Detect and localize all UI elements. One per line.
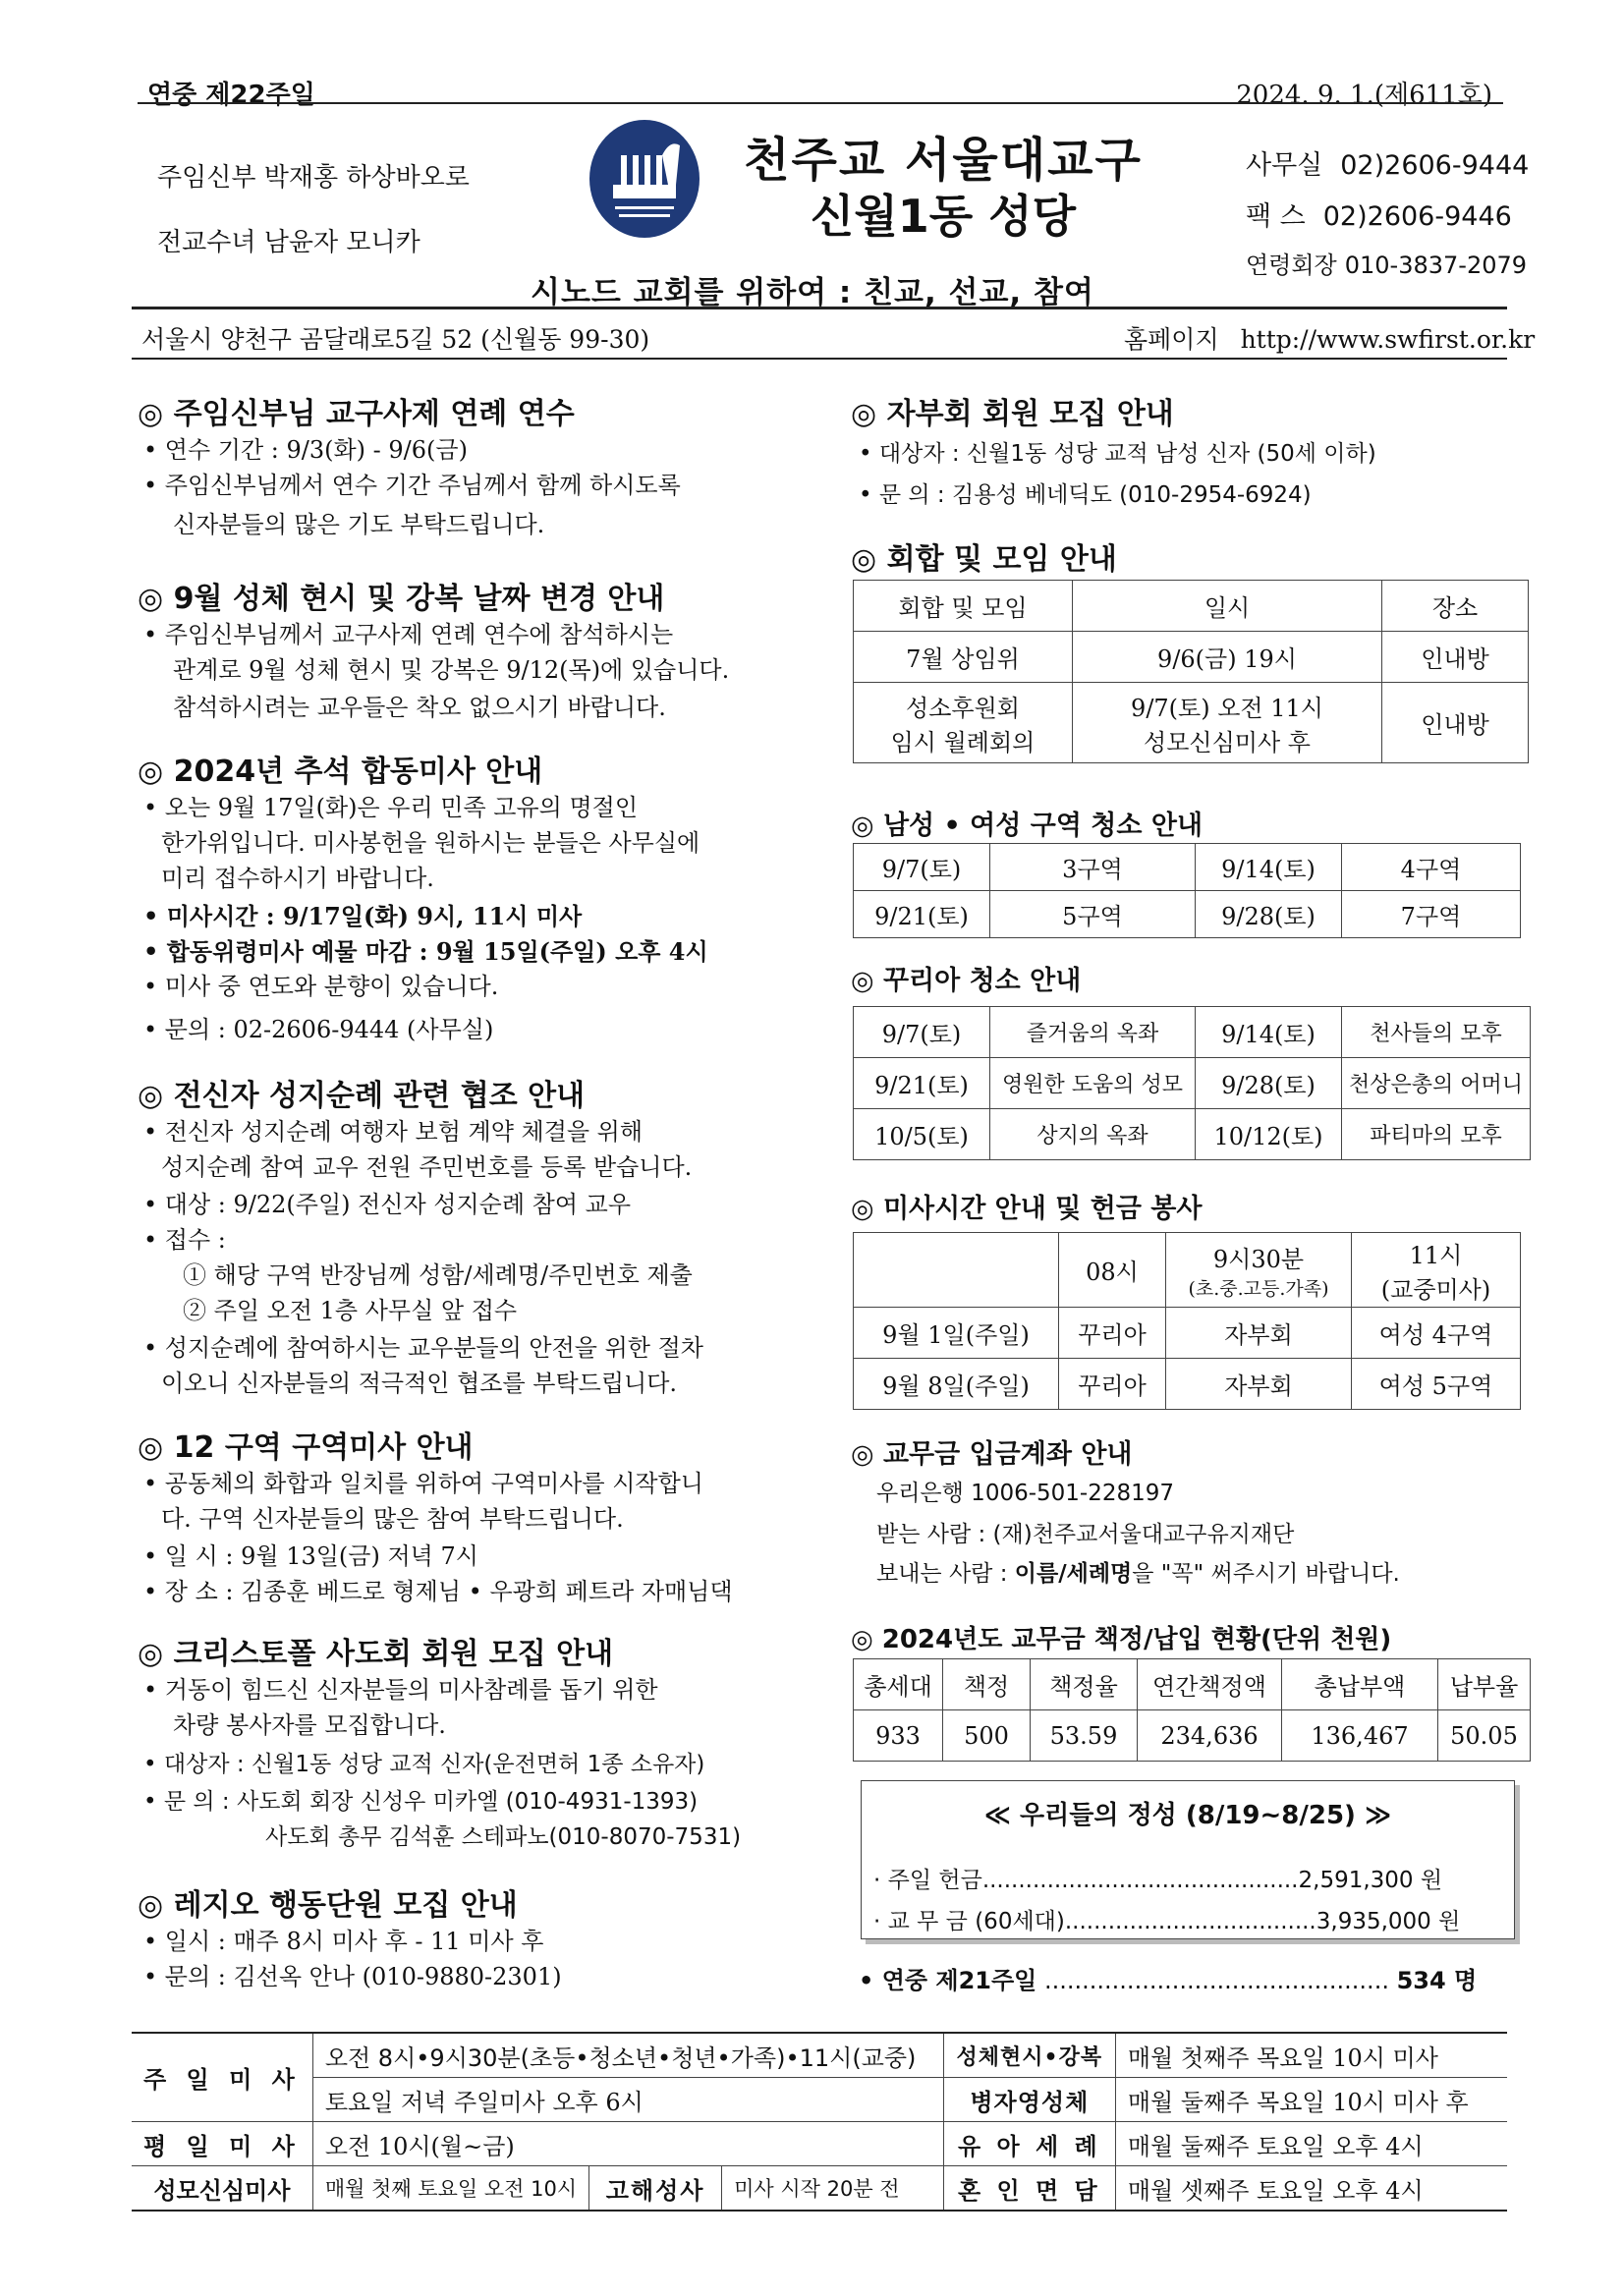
- curia-cell: 9/7(토): [854, 1007, 990, 1058]
- cleaning-cell: 9/7(토): [854, 844, 990, 891]
- section-title-retreat: ◎ 주임신부님 교구사제 연례 연수: [138, 397, 575, 431]
- dues-header: 납부율: [1438, 1659, 1531, 1710]
- marian-mass-time: 매월 첫째 토요일 오전 10시: [312, 2166, 588, 2212]
- address-top-rule: [132, 307, 1507, 309]
- christopher-line: 사도회 총무 김석훈 스테파노(010-8070-7531): [265, 1824, 742, 1850]
- mass-service-header: [1352, 1233, 1521, 1308]
- meetings-header: 회합 및 모임: [854, 581, 1073, 632]
- offering-dots: ............................................: [981, 1868, 1299, 1893]
- meetings-header: 일시: [1073, 581, 1382, 632]
- mass-service-header-line: (초.중.고등.가족): [1188, 1277, 1329, 1300]
- dues-table: [853, 1658, 1531, 1762]
- curia-cell: 9/21(토): [854, 1058, 990, 1109]
- meetings-cell: 7월 상임위: [854, 632, 1073, 683]
- meetings-cell: 인내방: [1382, 632, 1529, 683]
- fax-label: 팩 스: [1246, 201, 1306, 232]
- jabuhoe-line: • 문 의 : 김용성 베네딕도 (010-2954-6924): [859, 482, 1312, 508]
- mass-service-corner: [854, 1233, 1059, 1308]
- issue-date: 2024. 9. 1.(제611호): [1236, 81, 1492, 110]
- chair-label: 연령회장: [1246, 252, 1337, 279]
- mass-service-cell: 여성 4구역: [1352, 1308, 1521, 1359]
- curia-cell: 9/28(토): [1196, 1058, 1342, 1109]
- mass-service-header-line: 9시30분: [1212, 1245, 1305, 1273]
- offering-line-sunday: [873, 1862, 1442, 1894]
- mass-service-cell: 꾸리아: [1059, 1359, 1166, 1410]
- district-mass-line: 다. 구역 신자분들의 많은 참여 부탁드립니다.: [161, 1505, 624, 1533]
- cleaning-cell: 7구역: [1342, 891, 1521, 938]
- pilgrimage-line: ① 해당 구역 반장님께 성함/세례명/주민번호 제출: [183, 1261, 693, 1289]
- attendance-line: [859, 1961, 1477, 1995]
- section-title-adoration: ◎ 9월 성체 현시 및 강복 날짜 변경 안내: [138, 582, 665, 616]
- retreat-line: • 주임신부님께서 연수 기간 주님께서 함께 하시도록: [143, 472, 681, 499]
- dues-header: 책정율: [1031, 1659, 1138, 1710]
- account-sender-suffix: 을 "꼭" 써주시기 바랍니다.: [1132, 1561, 1400, 1587]
- adoration-line: 참석하시려는 교우들은 착오 없으시기 바랍니다.: [173, 694, 666, 721]
- chuseok-line: • 합동위령미사 예물 마감 : 9월 15일(주일) 오후 4시: [143, 937, 708, 966]
- pilgrimage-line: 성지순례 참여 교우 전원 주민번호를 등록 받습니다.: [161, 1153, 693, 1181]
- adoration-line: • 주임신부님께서 교구사제 연례 연수에 참석하시는: [143, 621, 674, 648]
- section-title-pilgrimage: ◎ 전신자 성지순례 관련 협조 안내: [138, 1079, 586, 1113]
- dues-header: 총세대: [854, 1659, 943, 1710]
- meetings-cell-line: 성소후원회: [906, 694, 1020, 722]
- legio-line: • 일시 : 매주 8시 미사 후 - 11 미사 후: [143, 1928, 544, 1955]
- offering-label: · 교 무 금 (60세대): [873, 1909, 1065, 1934]
- pilgrimage-line: • 대상 : 9/22(주일) 전신자 성지순례 참여 교우: [143, 1191, 632, 1218]
- curia-cell: 천상은총의 어머니: [1342, 1058, 1531, 1109]
- district-mass-line: • 장 소 : 김종훈 베드로 형제님 • 우광희 페트라 자매님댁: [143, 1578, 733, 1605]
- church-title: 천주교 서울대교구: [744, 133, 1143, 188]
- marriage-interview-time: 매월 셋째주 토요일 오후 4시: [1115, 2166, 1507, 2212]
- marriage-interview-label: 혼 인 면 담: [943, 2166, 1115, 2212]
- homepage-link[interactable]: http://www.swfirst.or.kr: [1240, 325, 1536, 354]
- section-title-district-mass: ◎ 12 구역 구역미사 안내: [138, 1430, 474, 1465]
- meetings-cell: 9/6(금) 19시: [1073, 632, 1382, 683]
- mass-service-cell: 여성 5구역: [1352, 1359, 1521, 1410]
- chuseok-line: • 문의 : 02-2606-9444 (사무실): [143, 1016, 494, 1043]
- infant-baptism-time: 매월 둘째주 토요일 오후 4시: [1115, 2122, 1507, 2166]
- section-title-jabuhoe: ◎ 자부회 회원 모집 안내: [851, 397, 1174, 431]
- synod-theme: 시노드 교회를 위하여 : 친교, 선교, 참여: [531, 275, 1094, 310]
- sick-communion-time: 매월 둘째주 목요일 10시 미사 후: [1115, 2078, 1507, 2122]
- meetings-cell: [854, 683, 1073, 763]
- chuseok-line: • 오는 9월 17일(화)은 우리 민족 고유의 명절인: [143, 794, 639, 821]
- curia-cell: 상지의 옥좌: [990, 1109, 1196, 1160]
- offering-box: [861, 1780, 1515, 1939]
- dues-value: 53.59: [1031, 1710, 1138, 1762]
- fax-phone: 02)2606-9446: [1322, 201, 1512, 232]
- meetings-cell-line: 성모신심미사 후: [1144, 728, 1311, 756]
- sunday-mass-label: 주 일 미 사: [132, 2033, 312, 2122]
- section-title-curia-cleaning: ◎ 꾸리아 청소 안내: [851, 966, 1082, 996]
- mass-service-cell: 9월 8일(주일): [854, 1359, 1059, 1410]
- dues-value: 50.05: [1438, 1710, 1531, 1762]
- pilgrimage-line: • 성지순례에 참여하시는 교우분들의 안전을 위한 절차: [143, 1334, 703, 1362]
- dues-header: 연간책정액: [1138, 1659, 1282, 1710]
- liturgical-week: 연중 제22주일: [147, 81, 315, 110]
- church-subtitle: 신월1동 성당: [810, 190, 1077, 243]
- homepage: [1124, 320, 1535, 356]
- cleaning-cell: 9/28(토): [1196, 891, 1342, 938]
- dues-value: 500: [943, 1710, 1031, 1762]
- christopher-line: • 문 의 : 사도회 회장 신성우 미카엘 (010-4931-1393): [143, 1789, 699, 1815]
- offering-value: 3,935,000 원: [1316, 1909, 1461, 1934]
- marian-mass-label: 성모신심미사: [132, 2166, 312, 2212]
- chuseok-line: • 미사 중 연도와 분향이 있습니다.: [143, 973, 499, 1000]
- offering-label: · 주일 헌금: [873, 1868, 982, 1893]
- office-phone: 02)2606-9444: [1340, 150, 1530, 181]
- curia-cleaning-table: [853, 1006, 1531, 1160]
- meetings-cell: 인내방: [1382, 683, 1529, 763]
- chuseok-line: 한가위입니다. 미사봉헌을 원하시는 분들은 사무실에: [161, 829, 700, 857]
- section-title-christopher: ◎ 크리스토폴 사도회 회원 모집 안내: [138, 1637, 614, 1671]
- mass-service-cell: 자부회: [1166, 1308, 1352, 1359]
- curia-cell: 즐거움의 옥좌: [990, 1007, 1196, 1058]
- dues-value: 234,636: [1138, 1710, 1282, 1762]
- account-receiver: 받는 사람 : (재)천주교서울대교구유지재단: [876, 1522, 1295, 1547]
- mass-service-header: 08시: [1059, 1233, 1166, 1308]
- legio-line: • 문의 : 김선옥 안나 (010-9880-2301): [143, 1963, 562, 1990]
- curia-cell: 10/5(토): [854, 1109, 990, 1160]
- retreat-line: 신자분들의 많은 기도 부탁드립니다.: [173, 511, 545, 538]
- sister-name: 전교수녀 남윤자 모니카: [157, 228, 420, 257]
- adoration-label: 성체현시•강복: [943, 2033, 1115, 2078]
- curia-cell: 10/12(토): [1196, 1109, 1342, 1160]
- meetings-cell: [1073, 683, 1382, 763]
- pilgrimage-line: ② 주일 오전 1층 사무실 앞 접수: [183, 1297, 518, 1324]
- cleaning-cell: 4구역: [1342, 844, 1521, 891]
- section-title-mass-service: ◎ 미사시간 안내 및 헌금 봉사: [851, 1194, 1203, 1224]
- meetings-header: 장소: [1382, 581, 1529, 632]
- mass-service-header: [1166, 1233, 1352, 1308]
- mass-service-cell: 꾸리아: [1059, 1308, 1166, 1359]
- sunday-mass-time: 오전 8시•9시30분(초등•청소년•청년•가족)•11시(교중): [312, 2033, 943, 2078]
- curia-cell: 영원한 도움의 성모: [990, 1058, 1196, 1109]
- pilgrimage-line: • 전신자 성지순례 여행자 보험 계약 체결을 위해: [143, 1118, 644, 1146]
- dues-value: 136,467: [1282, 1710, 1438, 1762]
- cleaning-cell: 3구역: [990, 844, 1196, 891]
- christopher-line: 차량 봉사자를 모집합니다.: [173, 1711, 446, 1739]
- office-label: 사무실: [1246, 150, 1323, 181]
- fax-contact: [1246, 195, 1512, 233]
- pastor-name: 주임신부 박재홍 하상바오로: [157, 163, 470, 193]
- header-rule: [138, 102, 1503, 104]
- curia-cell: 파티마의 모후: [1342, 1109, 1531, 1160]
- district-mass-line: • 일 시 : 9월 13일(금) 저녁 7시: [143, 1542, 478, 1570]
- account-sender-prefix: 보내는 사람 :: [876, 1561, 1015, 1587]
- account-sender-bold: 이름/세례명: [1014, 1561, 1133, 1587]
- homepage-label: 홈페이지: [1124, 325, 1219, 354]
- cleaning-cell: 9/21(토): [854, 891, 990, 938]
- meetings-cell-line: 임시 월례회의: [890, 728, 1036, 756]
- mass-service-cell: 자부회: [1166, 1359, 1352, 1410]
- mass-service-header-line: (교중미사): [1380, 1275, 1491, 1304]
- cleaning-cell: 9/14(토): [1196, 844, 1342, 891]
- attendance-label: • 연중 제21주일: [859, 1967, 1037, 1994]
- offering-dots: ...................................: [1064, 1909, 1316, 1934]
- district-mass-line: • 공동체의 화합과 일치를 위하여 구역미사를 시작합니: [143, 1470, 703, 1497]
- section-title-chuseok: ◎ 2024년 추석 합동미사 안내: [138, 755, 543, 789]
- chuseok-line: 미리 접수하시기 바랍니다.: [161, 865, 434, 892]
- christopher-line: • 대상자 : 신월1동 성당 교적 신자(운전면허 1종 소유자): [143, 1752, 705, 1777]
- section-title-dues: ◎ 2024년도 교무금 책정/납입 현황(단위 천원): [851, 1625, 1392, 1654]
- mass-schedule-table: [132, 2032, 1507, 2212]
- cleaning-cell: 5구역: [990, 891, 1196, 938]
- jabuhoe-line: • 대상자 : 신월1동 성당 교적 남성 신자 (50세 이하): [859, 441, 1376, 467]
- address-bottom-rule: [132, 358, 1507, 360]
- sick-communion-label: 병자영성체: [943, 2078, 1115, 2122]
- mass-service-table: [853, 1232, 1521, 1410]
- pilgrimage-line: 이오니 신자분들의 적극적인 협조를 부탁드립니다.: [161, 1370, 678, 1397]
- cleaning-table: [853, 843, 1521, 938]
- section-title-account: ◎ 교무금 입금계좌 안내: [851, 1439, 1133, 1470]
- parish-logo: [586, 116, 703, 242]
- infant-baptism-label: 유 아 세 례: [943, 2122, 1115, 2166]
- dues-value: 933: [854, 1710, 943, 1762]
- curia-cell: 9/14(토): [1196, 1007, 1342, 1058]
- dues-header: 총납부액: [1282, 1659, 1438, 1710]
- meetings-cell-line: 9/7(토) 오전 11시: [1131, 694, 1323, 722]
- offering-line-dues: [873, 1903, 1460, 1935]
- christopher-line: • 거동이 힘드신 신자분들의 미사참례를 돕기 위한: [143, 1676, 658, 1704]
- mass-service-cell: 9월 1일(주일): [854, 1308, 1059, 1359]
- mass-service-header-line: 11시: [1409, 1241, 1463, 1269]
- dues-header: 책정: [943, 1659, 1031, 1710]
- curia-cell: 천사들의 모후: [1342, 1007, 1531, 1058]
- chuseok-line: • 미사시간 : 9/17일(화) 9시, 11시 미사: [143, 902, 583, 930]
- attendance-dots: ..............................................: [1044, 1967, 1389, 1994]
- chair-phone: 010-3837-2079: [1344, 252, 1528, 279]
- section-title-legio: ◎ 레지오 행동단원 모집 안내: [138, 1888, 518, 1923]
- confession-label: 고해성사: [589, 2166, 722, 2212]
- offering-title: ≪ 우리들의 정성 (8/19~8/25) ≫: [983, 1801, 1392, 1830]
- office-contact: [1246, 143, 1529, 182]
- meetings-table: [853, 580, 1529, 763]
- weekday-mass-label: 평 일 미 사: [132, 2122, 312, 2166]
- section-title-meetings: ◎ 회합 및 모임 안내: [851, 542, 1117, 577]
- church-address: 서울시 양천구 곰달래로5길 52 (신월동 99-30): [141, 325, 650, 354]
- account-sender: [876, 1556, 1400, 1593]
- adoration-line: 관계로 9월 성체 현시 및 강복은 9/12(목)에 있습니다.: [173, 656, 730, 684]
- retreat-line: • 연수 기간 : 9/3(화) - 9/6(금): [143, 436, 468, 464]
- saturday-mass-time: 토요일 저녁 주일미사 오후 6시: [312, 2078, 943, 2122]
- chair-contact: [1246, 246, 1527, 280]
- attendance-value: 534 명: [1396, 1967, 1478, 1994]
- confession-time: 미사 시작 20분 전: [722, 2166, 944, 2212]
- account-bank: 우리은행 1006-501-228197: [876, 1481, 1175, 1506]
- section-title-cleaning: ◎ 남성 • 여성 구역 청소 안내: [851, 811, 1204, 841]
- adoration-time: 매월 첫째주 목요일 10시 미사: [1115, 2033, 1507, 2078]
- pilgrimage-line: • 접수 :: [143, 1226, 226, 1254]
- weekday-mass-time: 오전 10시(월~금): [312, 2122, 943, 2166]
- offering-value: 2,591,300 원: [1298, 1868, 1443, 1893]
